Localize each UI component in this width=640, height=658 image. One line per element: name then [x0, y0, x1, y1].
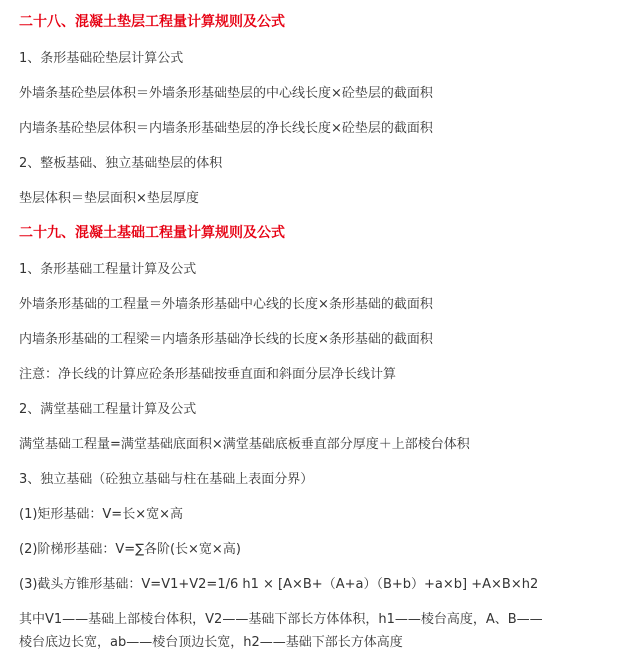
section-29-item-3-title: 3、独立基础（砼独立基础与柱在基础上表面分界） [19, 472, 314, 487]
stepped-footing-formula: (2)阶梯形基础：V=∑各阶(长×宽×高) [19, 542, 241, 557]
section-29-item-2-title: 2、满堂基础工程量计算及公式 [19, 402, 197, 417]
section-29-inner-wall-formula: 内墙条形基础的工程梁＝内墙条形基础净长线的长度×条形基础的截面积 [19, 332, 433, 347]
rectangular-footing-formula: (1)矩形基础：V=长×宽×高 [19, 507, 183, 522]
symbol-explanation-line-1: 其中V1——基础上部棱台体积，V2——基础下部长方体体积，h1——棱台高度，A、B—— [19, 612, 543, 627]
section-29-note: 注意：净长线的计算应砼条形基础按垂直面和斜面分层净长线计算 [19, 367, 397, 382]
section-29-outer-wall-formula: 外墙条形基础的工程量＝外墙条形基础中心线的长度×条形基础的截面积 [19, 297, 433, 312]
frustum-footing-formula: (3)截头方锥形基础：V=V1+V2=1/6 h1 × [A×B+（A+a）（B+b）+a×b] +A×B×h2 [19, 577, 539, 592]
section-28-inner-wall-formula: 内墙条基砼垫层体积＝内墙条形基础垫层的净长线长度×砼垫层的截面积 [19, 121, 433, 136]
section-28-heading: 二十八、混凝土垫层工程量计算规则及公式 [19, 14, 285, 30]
section-28-item-2-title: 2、整板基础、独立基础垫层的体积 [19, 156, 223, 171]
section-28-volume-formula: 垫层体积＝垫层面积×垫层厚度 [19, 191, 199, 206]
symbol-explanation-line-2: 棱台底边长宽，ab——棱台顶边长宽，h2——基础下部长方体高度 [19, 635, 403, 650]
section-28-item-1-title: 1、条形基础砼垫层计算公式 [19, 51, 184, 66]
section-29-item-1-title: 1、条形基础工程量计算及公式 [19, 262, 197, 277]
section-29-raft-formula: 满堂基础工程量=满堂基础底面积×满堂基础底板垂直部分厚度＋上部棱台体积 [19, 437, 470, 452]
section-29-heading: 二十九、混凝土基础工程量计算规则及公式 [19, 225, 285, 241]
section-28-outer-wall-formula: 外墙条基砼垫层体积＝外墙条形基础垫层的中心线长度×砼垫层的截面积 [19, 86, 433, 101]
